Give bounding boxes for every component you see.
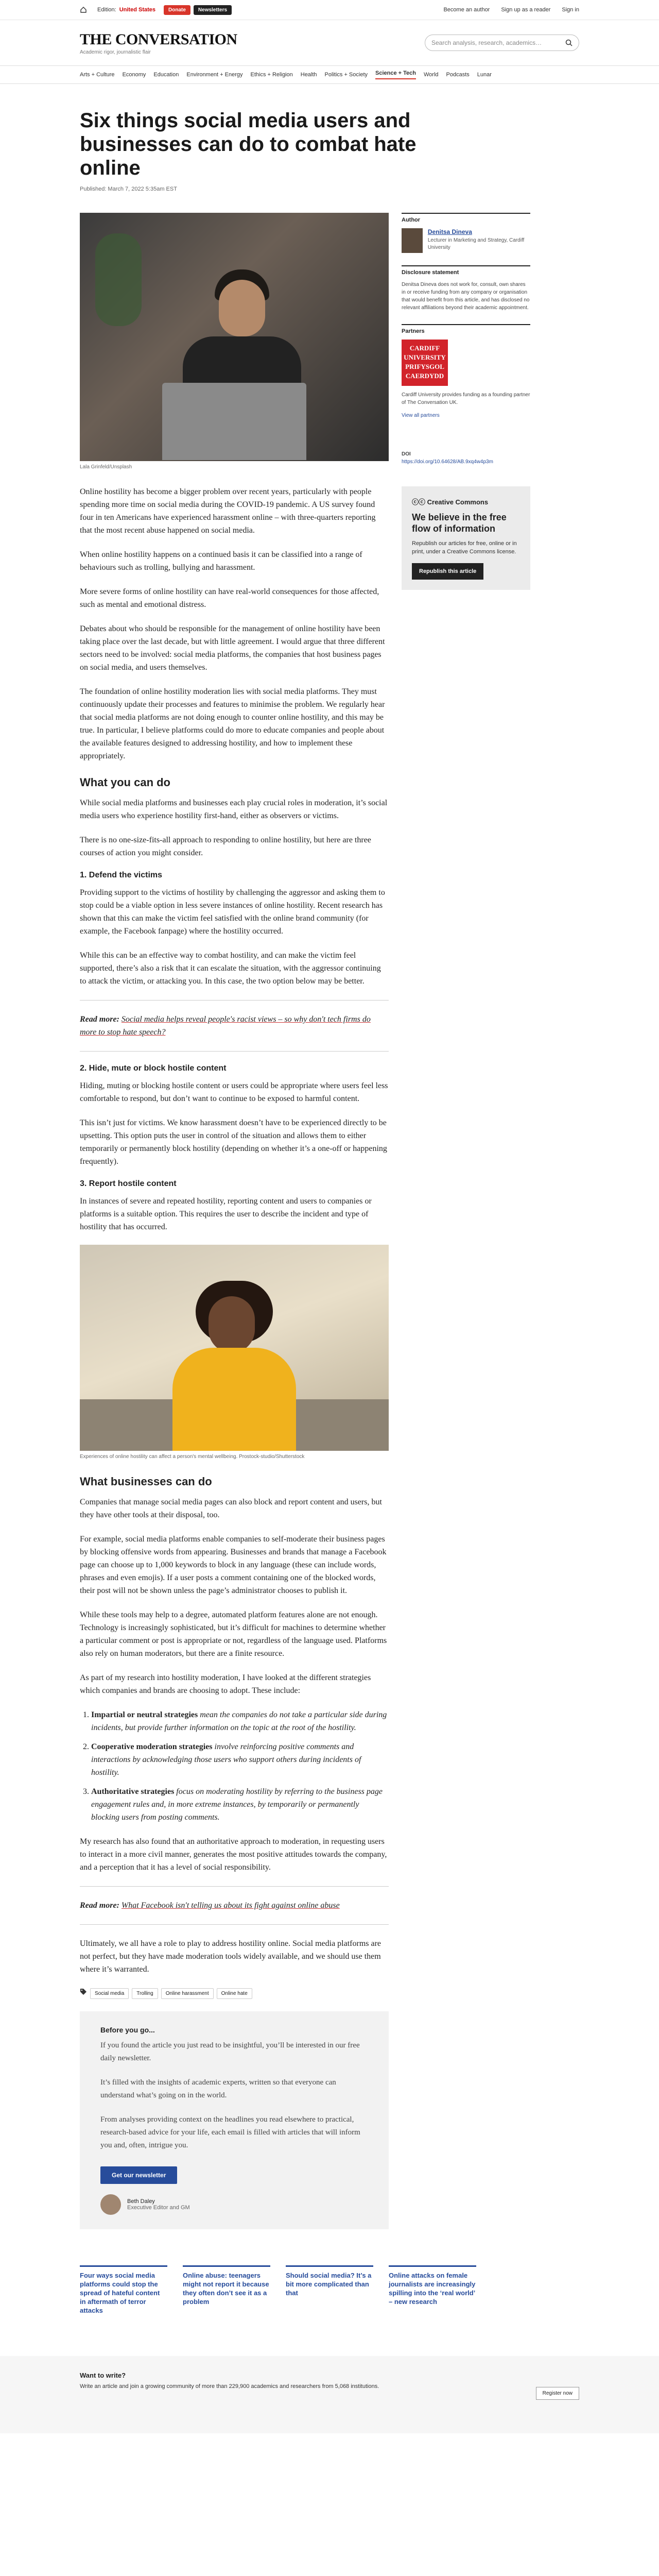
tag[interactable]: Trolling <box>132 1988 158 1999</box>
read-more-label: Read more: <box>80 1901 119 1910</box>
republish-box <box>402 486 530 590</box>
top-bar <box>0 0 659 20</box>
nav-item[interactable]: World <box>423 72 439 78</box>
paragraph: While these tools may help to a degree, automated platform features alone are not enough. Technology is increasingly sophisticated, but it’s difficult for machines to determine whether a particular comment or post is appropriate or not, regardless of the language used. Platforms also rely on human moderators, but there are a finite resource. <box>80 1611 387 1658</box>
author-card[interactable] <box>402 228 530 253</box>
republish-button[interactable]: Republish this article <box>412 563 483 580</box>
newsletter-promo <box>80 2011 389 2229</box>
search-input[interactable] <box>425 35 579 51</box>
article-image <box>80 1245 389 1451</box>
image-caption: Experiences of online hostility can affect a person's mental wellbeing. Prostock-studio/Shutterstock <box>80 1454 305 1460</box>
nav-item-active[interactable]: Science + Tech <box>375 70 416 79</box>
paragraph: This isn’t just for victims. We know harassment doesn’t have to be experienced directly to be upsetting. This option puts the user in control of the situation and allows them to either temporarily or permanently block hostility (depending on whether it’s a one-off or happening frequently). <box>80 1118 387 1166</box>
nav-item[interactable]: Economy <box>122 72 146 78</box>
edition-select[interactable]: United States <box>119 7 155 13</box>
write-for-us <box>0 2356 659 2433</box>
related-article[interactable]: Four ways social media platforms could stop the spread of hateful content in aftermath of terror attacks <box>80 2265 167 2315</box>
editor-role: Executive Editor and GM <box>127 2205 190 2211</box>
paragraph: Ultimately, we all have a role to play to address hostility online. Social media platforms are not perfect, but they have made moderation tools widely available, and we should use them where it’s warranted. <box>80 1939 381 1974</box>
section-heading: What businesses can do <box>80 1475 212 1488</box>
related-articles <box>0 2265 659 2315</box>
related-article[interactable]: Online attacks on female journalists are increasingly spilling into the ‘real world’ – new research <box>389 2265 476 2315</box>
list-item: 1. Impartial or neutral strategies mean the companies do not take a particular side during incidents, but provide further information on the topic at the root of the hostility. <box>91 1708 389 1734</box>
read-more <box>80 1013 389 1039</box>
paragraph: While social media platforms and businesses each play crucial roles in moderation, it’s social media users who experience hostility first-hand, either as observers or victims. <box>80 799 388 820</box>
read-more-link[interactable]: Social media helps reveal people's racist views – so why don't tech firms do more to stop hate speech? <box>80 1015 371 1037</box>
site-header <box>0 20 659 66</box>
sidebar <box>402 213 530 2250</box>
get-newsletter-button[interactable]: Get our newsletter <box>100 2166 177 2184</box>
republish-desc: Republish our articles for free, online or in print, under a Creative Commons license. <box>412 540 517 555</box>
disclosure-text: Denitsa Dineva does not work for, consult, own shares in or receive funding from any company or organisation that would benefit from this article, and has disclosed no relevant affiliations beyond their academic appointment. <box>402 282 530 311</box>
nav-item[interactable]: Lunar <box>477 72 492 78</box>
paragraph: The foundation of online hostility moderation lies with social media platforms. They must continuously update their processes and features to minimise the problem. We regularly hear that social media platforms are not doing enough to counter online hostility, and this may be true. In particular, I believe platforms could do more to educate companies and people about the available features designed to addressing hostility, and how to implement these appropriately. <box>80 687 385 760</box>
list-item: 3. Authoritative strategies focus on moderating hostility by referring to the business page engagement rules and, in more extreme instances, by temporarily or permanently blocking users from posting comments. <box>91 1785 389 1824</box>
search-placeholder: Search analysis, research, academics… <box>431 39 542 46</box>
partners-heading: Partners <box>402 324 530 334</box>
published-date: Published: March 7, 2022 5:35am EST <box>80 186 177 192</box>
sign-in-link[interactable]: Sign in <box>562 7 579 13</box>
register-button[interactable]: Register now <box>536 2387 579 2400</box>
nav-item[interactable]: Politics + Society <box>324 72 368 78</box>
editor-signature <box>100 2194 368 2215</box>
paragraph: While this can be an effective way to combat hostility, and can make the victim feel supported, there’s also a risk that it can escalate the situation, with the aggressor continuing to attack the victim, or attacking you. In this case, the two option below may be better. <box>80 951 381 986</box>
read-more <box>80 1899 389 1912</box>
sign-up-link[interactable]: Sign up as a reader <box>501 7 551 13</box>
paragraph: Providing support to the victims of hostility by challenging the aggressor and asking them to stop could be a viable option in less severe instances of online hostility. Recent research has shown that this can make the victim feel satisfied with the online brand community (for example, the Facebook fanpage) where the hostility occurred. <box>80 888 385 936</box>
subheading: 1. Defend the victims <box>80 871 163 879</box>
promo-title: Before you go... <box>100 2026 155 2034</box>
hero-image <box>80 213 389 461</box>
nav-item[interactable]: Education <box>153 72 179 78</box>
paragraph: As part of my research into hostility moderation, I have looked at the different strategies which companies and brands are choosing to adopt. These include: <box>80 1673 371 1695</box>
doi-link[interactable]: https://doi.org/10.64628/AB.9xq4w4p3m <box>402 459 493 465</box>
doi-block <box>402 450 530 466</box>
author-name[interactable]: Denitsa Dineva <box>427 228 472 235</box>
site-logo[interactable]: THE CONVERSATION <box>80 30 237 48</box>
nav-item[interactable]: Podcasts <box>446 72 470 78</box>
related-article[interactable]: Should social media? It’s a bit more complicated than that <box>286 2265 373 2315</box>
paragraph: Debates about who should be responsible for the management of online hostility have been taking place over the last decade, but with little agreement. I would argue that three different sectors need to be involved: social media platforms, the companies that host business pages on social media, and users themselves. <box>80 624 385 672</box>
republish-heading: We believe in the free flow of information <box>412 512 507 534</box>
nav-item[interactable]: Health <box>300 72 317 78</box>
home-icon[interactable] <box>80 6 87 13</box>
search-icon[interactable] <box>565 39 573 46</box>
hero-caption: Lala Grinfeld/Unsplash <box>80 464 132 470</box>
site-tagline: Academic rigor, journalistic flair <box>80 49 151 55</box>
related-article[interactable]: Online abuse: teenagers might not report it because they often don’t see it as a problem <box>183 2265 270 2315</box>
article-body <box>80 213 389 2250</box>
tag[interactable]: Social media <box>90 1988 129 1999</box>
section-nav <box>0 66 659 84</box>
author-role: Lecturer in Marketing and Strategy, Cardiff University <box>427 238 525 250</box>
promo-text: From analyses providing context on the headlines you read elsewhere to practical, research-based advice for your life, each email is filled with articles that will inform you and, often, intrigue you. <box>100 2115 360 2149</box>
tag-icon <box>80 1988 87 1995</box>
paragraph: When online hostility happens on a continued basis it can be classified into a range of behaviours such as trolling, bullying and harassment. <box>80 550 362 572</box>
paragraph: Hiding, muting or blocking hostile content or users could be appropriate where users feel less comfortable to respond, but don’t want to continue to be exposed to harmful content. <box>80 1081 388 1103</box>
write-desc: Write an article and join a growing community of more than 229,900 academics and researchers from 5,068 institutions. <box>80 2383 379 2389</box>
paragraph: For example, social media platforms enable companies to self-moderate their business pages by blocking offensive words from appearing. Businesses and brands that manage a Facebook page can choose up to 1,000 keywords to block in any language (these can include words, phrases and even emojis). If a user posts a comment containing one of the blocked words, their post will not be shown unless the page’s administrator chooses to publish it. <box>80 1535 387 1595</box>
partner-logo[interactable]: CARDIFF UNIVERSITY PRIFYSGOL CAERDYDD <box>402 340 448 386</box>
tag-list <box>80 1988 389 1999</box>
avatar <box>402 228 423 253</box>
section-heading: What you can do <box>80 776 170 789</box>
promo-text: If you found the article you just read to be insightful, you’ll be interested in our free daily newsletter. <box>100 2041 360 2062</box>
paragraph: Online hostility has become a bigger problem over recent years, particularly with people spending more time on social media during the COVID-19 pandemic. A US survey found four in ten Americans have experienced harassment online – with three-quarters reporting that the most recent abuse happened on social media. <box>80 487 376 535</box>
editor-name: Beth Daley <box>127 2198 155 2205</box>
paragraph: There is no one-size-fits-all approach to responding to online hostility, but here are three courses of action you might consider. <box>80 836 371 857</box>
article-title: Six things social media users and businesses can do to combat hate online <box>80 109 417 179</box>
subheading: 3. Report hostile content <box>80 1179 177 1188</box>
read-more-label: Read more: <box>80 1015 119 1024</box>
paragraph: My research has also found that an authoritative approach to moderation, in requesting users to interact in a more civil manner, generates the most positive attitudes towards the company, and a perception that it has a level of social responsibility. <box>80 1837 387 1872</box>
become-author-link[interactable]: Become an author <box>443 7 490 13</box>
strategy-list <box>80 1708 389 1824</box>
paragraph: In instances of severe and repeated hostility, reporting content and users to companies or platforms is a suitable option. This requires the user to describe the incident and type of hostility that has occurred. <box>80 1197 372 1231</box>
nav-item[interactable]: Ethics + Religion <box>250 72 293 78</box>
paragraph: Companies that manage social media pages can also block and report content and users, but they have other tools at their disposal, too. <box>80 1498 382 1519</box>
view-partners-link[interactable]: View all partners <box>402 413 440 418</box>
donate-button[interactable]: Donate <box>164 5 190 15</box>
list-item: 2. Cooperative moderation strategies involve reinforcing positive comments and interactions by acknowledging those users who support others during incidents of hostility. <box>91 1740 389 1779</box>
tag[interactable]: Online hate <box>217 1988 252 1999</box>
disclosure-heading: Disclosure statement <box>402 265 530 276</box>
creative-commons-logo: ⓒⓒ Creative Commons <box>412 498 489 506</box>
tag[interactable]: Online harassment <box>161 1988 214 1999</box>
author-heading: Author <box>402 213 530 223</box>
partner-text: Cardiff University provides funding as a founding partner of The Conversation UK. <box>402 392 530 405</box>
read-more-link[interactable]: What Facebook isn't telling us about its fight against online abuse <box>121 1901 340 1910</box>
nav-item[interactable]: Environment + Energy <box>186 72 243 78</box>
edition-label: Edition: <box>97 7 116 13</box>
avatar <box>100 2194 121 2215</box>
doi-label: DOI <box>402 451 411 457</box>
write-heading: Want to write? <box>80 2371 126 2379</box>
paragraph: More severe forms of online hostility can have real-world consequences for those affected, such as mental and emotional distress. <box>80 587 379 609</box>
newsletters-button[interactable]: Newsletters <box>194 5 232 15</box>
promo-text: It’s filled with the insights of academic experts, written so that everyone can understand what’s going on in the world. <box>100 2078 336 2099</box>
subheading: 2. Hide, mute or block hostile content <box>80 1064 227 1073</box>
nav-item[interactable]: Arts + Culture <box>80 72 115 78</box>
